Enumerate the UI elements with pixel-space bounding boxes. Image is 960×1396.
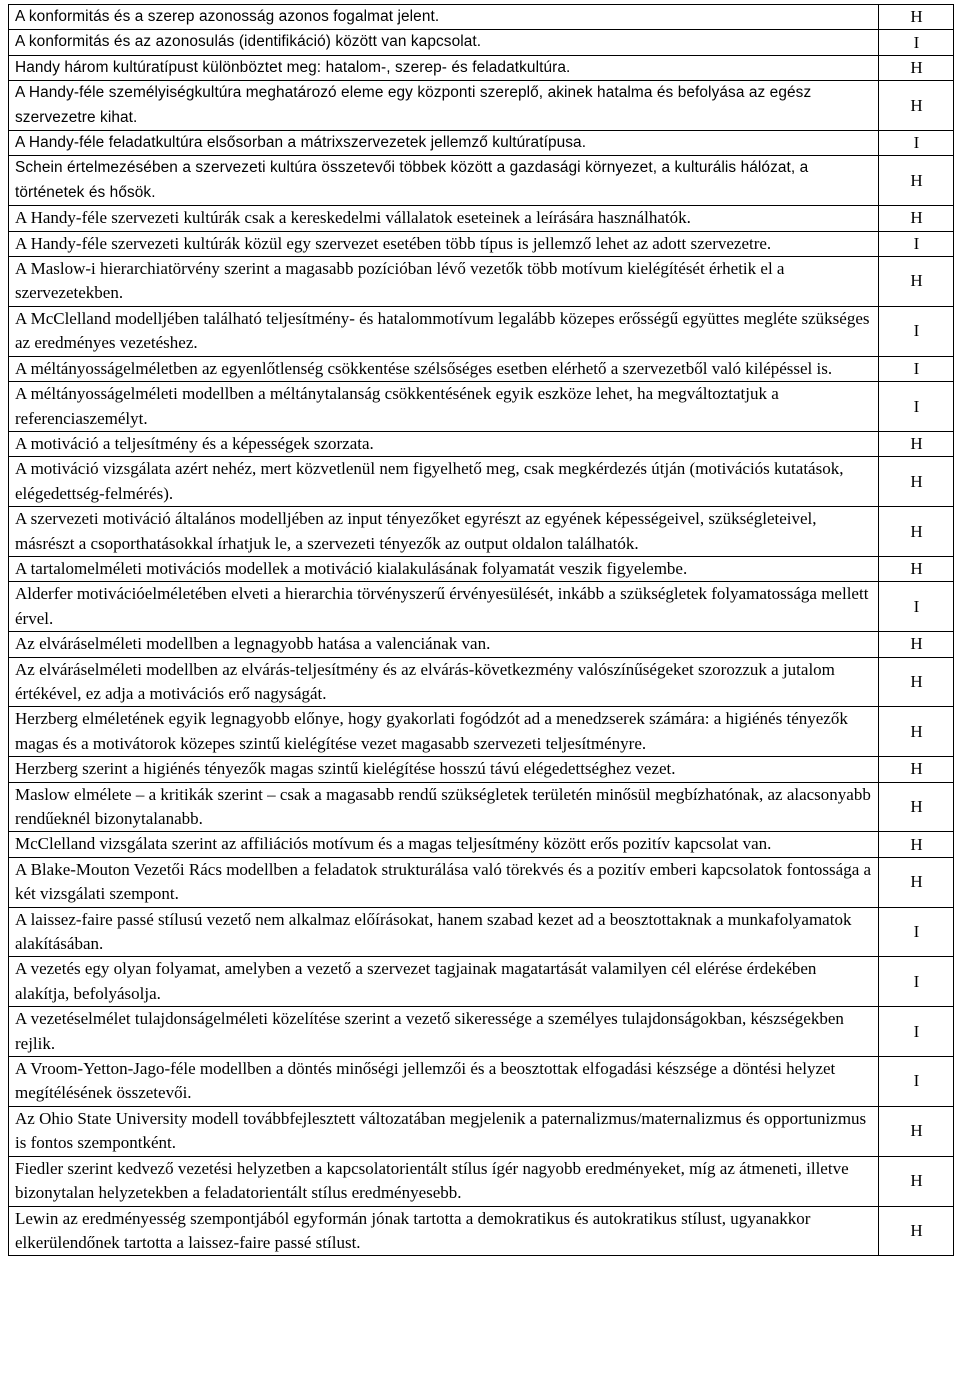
statement-cell: A vezetéselmélet tulajdonságelméleti közelítése szerint a vezető sikeressége a személyes tulajdonságokban, készségekben rejlik. (9, 1007, 879, 1057)
answer-cell: H (879, 1206, 954, 1256)
answer-cell: H (879, 457, 954, 507)
answer-cell: H (879, 832, 954, 857)
table-row (9, 131, 954, 156)
table-row (9, 382, 954, 432)
table-row (9, 782, 954, 832)
statement-cell: A konformitás és az azonosulás (identifikáció) között van kapcsolat. (9, 30, 879, 55)
answer-cell: I (879, 907, 954, 957)
answer-cell: I (879, 957, 954, 1007)
table-row (9, 81, 954, 131)
statement-cell: A motiváció a teljesítmény és a képességek szorzata. (9, 431, 879, 456)
table-row (9, 1057, 954, 1107)
answer-cell: I (879, 231, 954, 256)
statement-cell: Az elváráselméleti modellben a legnagyobb hatása a valenciának van. (9, 632, 879, 657)
statement-cell: A Handy-féle szervezeti kultúrák közül egy szervezet esetében több típus is jellemző lehet az adott szervezetre. (9, 231, 879, 256)
table-row (9, 832, 954, 857)
table-row (9, 356, 954, 381)
answer-cell: H (879, 55, 954, 80)
answer-cell: I (879, 582, 954, 632)
statement-cell: A Blake-Mouton Vezetői Rács modellben a feladatok strukturálása való törekvés és a pozitív emberi kapcsolatok fontossága a két vizsgálati szempont. (9, 857, 879, 907)
table-row (9, 306, 954, 356)
table-row (9, 907, 954, 957)
statement-cell: A méltányosságelméleti modellben a méltánytalanság csökkentésének egyik eszköze lehet, ha megváltoztatjuk a referenciaszemélyt. (9, 382, 879, 432)
answer-cell: H (879, 1106, 954, 1156)
statement-cell: A Handy-féle feladatkultúra elsősorban a mátrixszervezetek jellemző kultúratípusa. (9, 131, 879, 156)
table-row (9, 657, 954, 707)
statement-cell: A Maslow-i hierarchiatörvény szerint a magasabb pozícióban lévő vezetők több motívum kielégítését érhetik el a szervezetekben. (9, 257, 879, 307)
answer-cell: H (879, 5, 954, 30)
table-row (9, 1206, 954, 1256)
answer-cell: I (879, 1007, 954, 1057)
statement-cell: A McClelland modelljében található teljesítmény- és hatalommotívum legalább közepes erősségű együttes megléte szükséges az eredményes vezetéshez. (9, 306, 879, 356)
table-row (9, 156, 954, 206)
table-row (9, 632, 954, 657)
table-row (9, 231, 954, 256)
table-row (9, 857, 954, 907)
statement-cell: Schein értelmezésében a szervezeti kultúra összetevői többek között a gazdasági környezet, a kulturális hálózat, a történetek és hősök. (9, 156, 879, 206)
answer-cell: H (879, 81, 954, 131)
statement-cell: A vezetés egy olyan folyamat, amelyben a vezető a szervezet tagjainak magatartását valamilyen cél elérése érdekében alakítja, befolyásolja. (9, 957, 879, 1007)
statement-cell: A tartalomelméleti motivációs modellek a motiváció kialakulásának folyamatát veszik figyelembe. (9, 556, 879, 581)
statement-cell: A Vroom-Yetton-Jago-féle modellben a döntés minőségi jellemzői és a beosztottak elfogadási készsége a döntési helyzet megítélésének összetevői. (9, 1057, 879, 1107)
table-row (9, 30, 954, 55)
statement-cell: A szervezeti motiváció általános modelljében az input tényezőket egyrészt az egyének képességeivel, szükségleteivel, másrészt a csoporthatásokkal írhatjuk le, a szervezeti tényezők az output oldalon találhatók. (9, 507, 879, 557)
statement-cell: Handy három kultúratípust különböztet meg: hatalom-, szerep- és feladatkultúra. (9, 55, 879, 80)
answer-cell: H (879, 156, 954, 206)
table-row (9, 431, 954, 456)
true-false-table (8, 4, 954, 1256)
table-row (9, 957, 954, 1007)
table-row (9, 757, 954, 782)
table-row (9, 1007, 954, 1057)
answer-cell: I (879, 306, 954, 356)
answer-cell: I (879, 30, 954, 55)
answer-cell: H (879, 257, 954, 307)
answer-cell: H (879, 556, 954, 581)
answer-cell: H (879, 857, 954, 907)
answer-cell: I (879, 131, 954, 156)
statement-cell: Lewin az eredményesség szempontjából egyformán jónak tartotta a demokratikus és autokratikus stílust, ugyanakkor elkerülendőnek tartotta a laissez-faire passé stílust. (9, 1206, 879, 1256)
table-row (9, 55, 954, 80)
statement-cell: Az elváráselméleti modellben az elvárás-teljesítmény és az elvárás-következmény valószínűségeket szorozzuk a jutalom értékével, ez adja a motivációs erő nagyságát. (9, 657, 879, 707)
table-body (9, 5, 954, 1256)
table-row (9, 457, 954, 507)
statement-cell: Maslow elmélete – a kritikák szerint – csak a magasabb rendű szükségletek területén minősül megbízhatónak, az alacsonyabb rendűeknél bizonytalanabb. (9, 782, 879, 832)
statement-cell: A Handy-féle személyiségkultúra meghatározó eleme egy központi szereplő, akinek hatalma és befolyása az egész szervezetre kihat. (9, 81, 879, 131)
answer-cell: I (879, 382, 954, 432)
table-row (9, 707, 954, 757)
answer-cell: H (879, 707, 954, 757)
statement-cell: A laissez-faire passé stílusú vezető nem alkalmaz előírásokat, hanem szabad kezet ad a beosztottaknak a munkafolyamatok alakításában. (9, 907, 879, 957)
answer-cell: I (879, 356, 954, 381)
statement-cell: Herzberg elméletének egyik legnagyobb előnye, hogy gyakorlati fogódzót ad a menedzserek számára: a higiénés tényezők magas és a motivátorok közepes szintű kielégítése vezet magasabb szervezeti teljesítményre. (9, 707, 879, 757)
answer-cell: H (879, 1156, 954, 1206)
answer-cell: H (879, 657, 954, 707)
answer-cell: H (879, 757, 954, 782)
statement-cell: A méltányosságelméletben az egyenlőtlenség csökkentése szélsőséges esetben elérhető a szervezetből való kilépéssel is. (9, 356, 879, 381)
statement-cell: A konformitás és a szerep azonosság azonos fogalmat jelent. (9, 5, 879, 30)
table-row (9, 206, 954, 231)
statement-cell: Herzberg szerint a higiénés tényezők magas szintű kielégítése hosszú távú elégedettséghez vezet. (9, 757, 879, 782)
table-row (9, 1156, 954, 1206)
statement-cell: Az Ohio State University modell továbbfejlesztett változatában megjelenik a paternalizmus/maternalizmus és opportunizmus is fontos szempontként. (9, 1106, 879, 1156)
statement-cell: A motiváció vizsgálata azért nehéz, mert közvetlenül nem figyelhető meg, csak megkérdezés útján (motivációs kutatások, elégedettség-felmérés). (9, 457, 879, 507)
answer-cell: H (879, 632, 954, 657)
statement-cell: Alderfer motivációelméletében elveti a hierarchia törvényszerű érvényesülését, inkább a szükségletek folyamatossága mellett érvel. (9, 582, 879, 632)
answer-cell: H (879, 206, 954, 231)
table-row (9, 5, 954, 30)
table-row (9, 257, 954, 307)
table-row (9, 507, 954, 557)
answer-cell: I (879, 1057, 954, 1107)
table-row (9, 582, 954, 632)
table-row (9, 556, 954, 581)
answer-cell: H (879, 507, 954, 557)
answer-cell: H (879, 782, 954, 832)
statement-cell: A Handy-féle szervezeti kultúrák csak a kereskedelmi vállalatok eseteinek a leírására használhatók. (9, 206, 879, 231)
statement-cell: Fiedler szerint kedvező vezetési helyzetben a kapcsolatorientált stílus ígér nagyobb eredményeket, míg az átmeneti, illetve bizonytalan helyzetekben a feladatorientált stílus eredményesebb. (9, 1156, 879, 1206)
statement-cell: McClelland vizsgálata szerint az affiliációs motívum és a magas teljesítmény között erős pozitív kapcsolat van. (9, 832, 879, 857)
answer-cell: H (879, 431, 954, 456)
table-row (9, 1106, 954, 1156)
